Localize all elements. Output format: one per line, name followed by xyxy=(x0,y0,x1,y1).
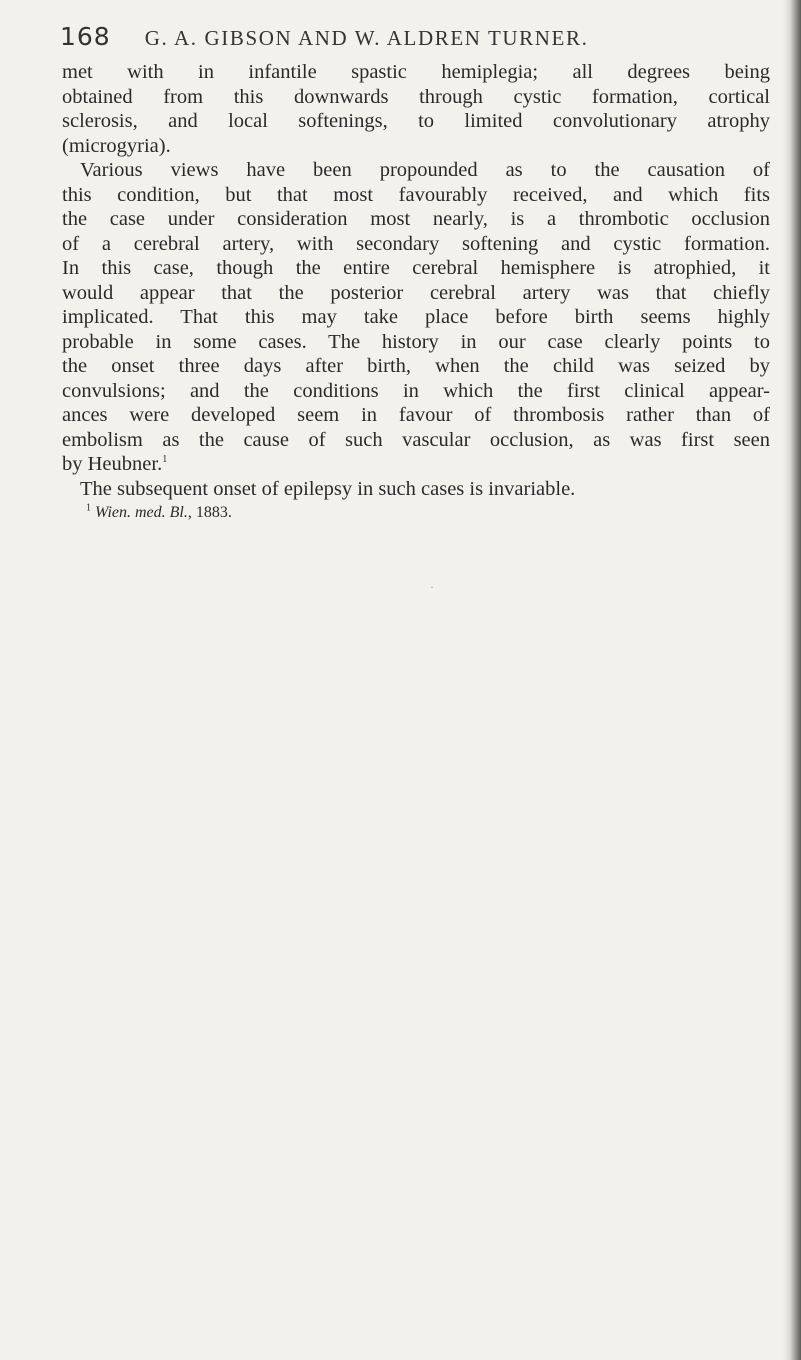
text-line xyxy=(62,281,770,306)
text-line xyxy=(62,305,770,330)
text-line xyxy=(62,354,770,379)
text-line-content: the onset three days after birth, when the child was seized by xyxy=(62,355,770,377)
text-line-content: by Heubner. xyxy=(62,453,163,475)
text-line-content: would appear that the posterior cerebral artery was that chiefly xyxy=(62,281,770,304)
text-line-content: ances were developed seem in favour of thrombosis rather than of xyxy=(62,404,770,426)
text-line xyxy=(62,452,770,477)
footnote-marker: 1 xyxy=(86,502,91,514)
text-line xyxy=(62,379,770,404)
running-head xyxy=(60,22,760,58)
text-line-content: (microgyria). xyxy=(62,134,171,157)
text-line-content: embolism as the cause of such vascular occlusion, as was first seen xyxy=(62,428,770,451)
text-line xyxy=(62,207,770,232)
body-text xyxy=(62,60,770,523)
text-line-content: probable in some cases. The history in our case clearly points to xyxy=(62,330,770,353)
page-number: 168 xyxy=(60,22,111,51)
text-line-content: the case under consideration most nearly, is a thrombotic occlusion xyxy=(62,208,770,230)
text-line-content: Various views have been propounded as to the causation of xyxy=(80,159,770,181)
text-line-content: implicated. That this may take place before birth seems highly xyxy=(62,306,770,328)
text-line xyxy=(62,428,770,453)
footnote-reference: 1 xyxy=(162,454,168,466)
text-line xyxy=(62,256,770,281)
text-line-content: In this case, though the entire cerebral hemisphere is atrophied, it xyxy=(62,257,770,279)
text-line xyxy=(62,403,770,428)
text-line xyxy=(62,477,770,502)
text-line xyxy=(62,60,770,85)
text-line-content: convulsions; and the conditions in which the first clinical appear- xyxy=(62,379,770,402)
ink-speck: · xyxy=(430,580,434,594)
page-edge-shadow xyxy=(783,0,801,1360)
text-line xyxy=(62,232,770,257)
running-head-authors: G. A. GIBSON AND W. ALDREN TURNER. xyxy=(144,26,589,50)
text-line xyxy=(62,183,770,208)
footnote-source: Wien. med. Bl. xyxy=(95,504,188,521)
text-line xyxy=(62,85,770,110)
text-line-content: of a cerebral artery, with secondary softening and cystic formation. xyxy=(62,232,770,255)
text-line-content: obtained from this downwards through cystic formation, cortical xyxy=(62,85,770,108)
text-line-content: sclerosis, and local softenings, to limited convolutionary atrophy xyxy=(62,110,770,132)
text-line-content: met with in infantile spastic hemiplegia; all degrees being xyxy=(62,61,770,83)
footnote-year: , 1883. xyxy=(187,504,232,521)
text-line xyxy=(62,330,770,355)
text-line xyxy=(62,109,770,134)
text-line xyxy=(62,158,770,183)
text-line-content: this condition, but that most favourably received, and which fits xyxy=(62,183,770,206)
text-line-content: The subsequent onset of epilepsy in such cases is invariable. xyxy=(80,477,576,500)
text-line xyxy=(62,134,770,159)
footnote xyxy=(62,503,770,523)
